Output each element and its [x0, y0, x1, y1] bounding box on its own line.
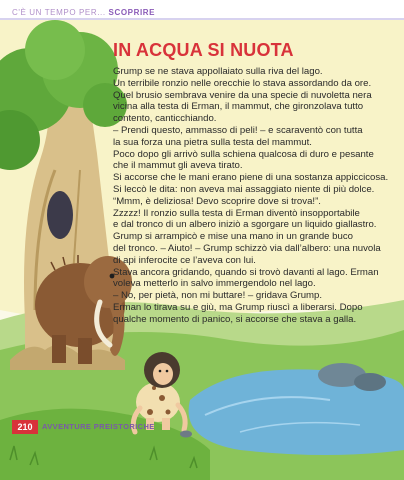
text-line: vicina alla testa di Erman, il mammut, che gironzolava tutto [113, 101, 364, 113]
text-line: che il mammut gli aveva tirato. [113, 160, 243, 172]
series-label [12, 8, 155, 17]
book-title: AVVENTURE PREISTORICHE [42, 422, 155, 431]
text-line: Si leccò le dita: non aveva mai assaggiato niente di più dolce. [113, 183, 375, 195]
text-line: contento, canticchiando. [113, 113, 217, 125]
text-line: Grump se ne stava appollaiato sulla riva del lago. [113, 66, 323, 77]
text-line: del tronco. – Aiuto! – Grump schizzò via dall’albero: una nuvola [113, 242, 381, 254]
text-line: Poco dopo gli arrivò sulla schiena qualcosa di duro e pesante [113, 148, 374, 160]
text-line: – No, per pietà, non mi buttare! – gridava Grump. [113, 290, 323, 302]
text-line: “Mmm, è deliziosa! Devo scoprire dove si trova!”. [113, 195, 321, 207]
story-text [113, 66, 389, 326]
text-line: qualche momento di panico, si accorse che stava a galla. [113, 313, 357, 325]
series-word: SCOPRIRE [108, 8, 156, 17]
header-rule [0, 18, 404, 20]
text-line: Un terribile ronzio nelle orecchie lo stava assordando da ore. [113, 77, 372, 89]
text-line: Zzzzz! Il ronzio sulla testa di Erman diventò insopportabile [113, 207, 360, 219]
text-line: voleva metterlo in salvo immergendolo nel lago. [113, 278, 316, 290]
text-line: Erman lo tirava su e giù, ma Grump riuscì a liberarsi. Dopo [113, 301, 363, 313]
text-line: la sua forza una pietra sulla testa del mammut. [113, 136, 312, 148]
story-title: IN ACQUA SI NUOTA [113, 40, 294, 60]
text-line: Quel brusio sembrava venire da una specie di nuvoletta nera [113, 89, 372, 101]
text-line: Si accorse che le mani erano piene di una sostanza appiccicosa. [113, 172, 389, 184]
series-prefix: C'È UN TEMPO PER... [12, 8, 106, 17]
text-line: Grump si arrampicò e mise una mano in un grande buco [113, 231, 353, 243]
page-number: 210 [12, 420, 38, 434]
text-line: Stava ancora gridando, quando si trovò davanti al lago. Erman [113, 266, 379, 278]
text-line: e dal tronco di un albero iniziò a sgorgare un liquido giallastro. [113, 219, 377, 231]
text-line: di api inferocite ce l’aveva con lui. [113, 254, 256, 266]
text-line: – Prendi questo, ammasso di peli! – e scaraventò con tutta [113, 124, 363, 136]
